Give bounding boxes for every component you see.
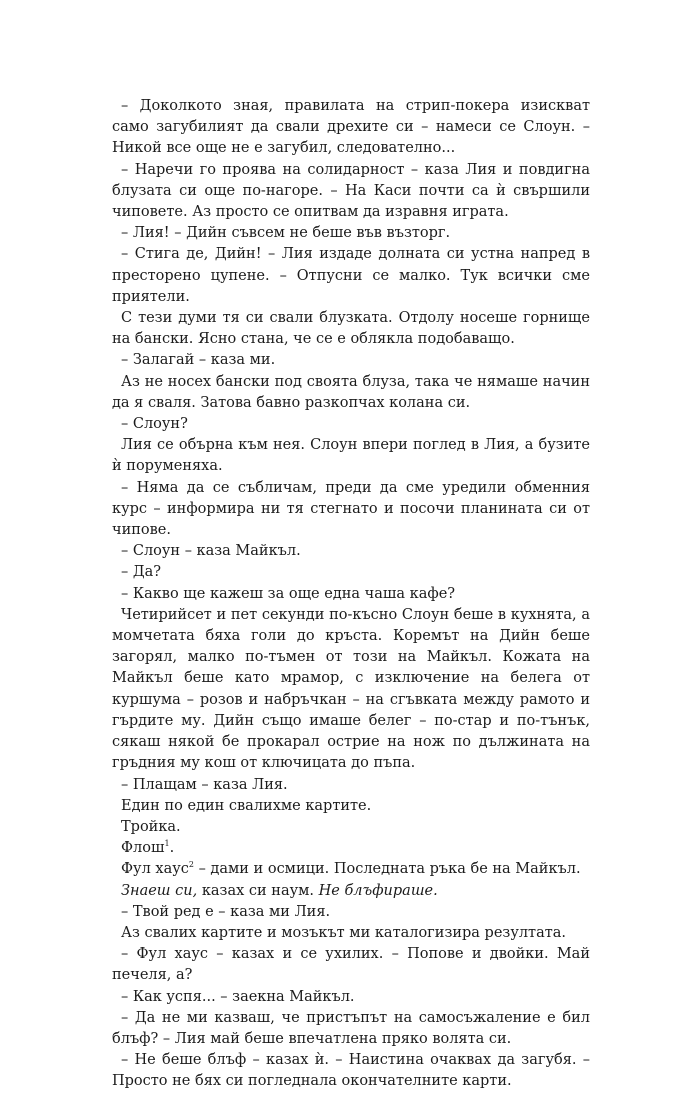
flush-text: Флош: [121, 840, 165, 857]
paragraph: – Наречи го проява на солидарност – каза Лия и повдигна блузата си още по-нагоре. – На Каси почти са ѝ свършили чиповете. Аз просто се опитвам да изравня играта.: [112, 161, 590, 221]
paragraph: – Слоун – каза Майкъл.: [121, 543, 301, 560]
paragraph-full-house: [112, 859, 590, 880]
paragraph: С тези думи тя си свали блузката. Отдолу носеше горнище на бански. Ясно стана, че се е облякла подобаващо.: [112, 310, 590, 348]
paragraph: Лия се обърна към нея. Слоун впери поглед в Лия, а бузите ѝ поруменяха.: [112, 437, 590, 475]
thought-italic-1: Знаеш си,: [121, 882, 198, 899]
paragraph: Тройка.: [121, 818, 181, 835]
paragraph: – Лия! – Дийн съвсем не беше във възторг.: [121, 225, 451, 242]
paragraph: – Не беше блъф – казах ѝ. – Наистина очаквах да загубя. – Просто не бях си погледнала окончателните карти.: [112, 1052, 590, 1090]
paragraph: – Да не ми казваш, че пристъпът на самосъжаление е бил блъф? – Лия май беше впечатлена пряко волята си.: [112, 1009, 590, 1047]
paragraph: – Слоун?: [121, 416, 188, 433]
paragraph: – Стига де, Дийн! – Лия издаде долната си устна напред в престорено цупене. – Отпусни се малко. Тук всички сме приятели.: [112, 246, 590, 305]
thought-italic-2: Не блъфираше.: [318, 882, 438, 899]
paragraph: – Твой ред е – каза ми Лия.: [121, 903, 331, 920]
paragraph: – Какво ще кажеш за още една чаша кафе?: [121, 585, 456, 602]
paragraph: – Плащам – каза Лия.: [121, 776, 288, 793]
paragraph: – Доколкото зная, правилата на стрип-покера изискват само загубилият да свали дрехите си – намеси се Слоун. – Никой все още не е загубил, следователно...: [112, 98, 590, 157]
paragraph: Аз свалих картите и мозъкът ми каталогизира резултата.: [121, 924, 567, 941]
book-page-text: [112, 96, 590, 1093]
paragraph: – Как успя... – заекна Майкъл.: [121, 988, 355, 1005]
paragraph: Аз не носех бански под своята блуза, така че нямаше начин да я сваля. Затова бавно разкопчах колана си.: [112, 373, 590, 411]
full-house-text: Фул хаус: [121, 861, 189, 878]
paragraph: Един по един свалихме картите.: [121, 797, 372, 814]
footnote-marker: 1: [164, 839, 170, 849]
full-house-rest: – дами и осмици. Последната ръка бе на Майкъл.: [193, 861, 581, 878]
paragraph: – Фул хаус – казах и се ухилих. – Попове и двойки. Май печеля, а?: [112, 946, 590, 984]
paragraph: Четирийсет и пет секунди по-късно Слоун беше в кухнята, а момчетата бяха голи до кръста. Коремът на Дийн беше загорял, малко по-тъмен от този на Майкъл. Кожата на Майкъл беше като мрамор, с изключение на белега от куршума – розов и набръчкан – на сгъвката между рамото и гърдите му. Дийн също имаше белег – по-стар и по-тънък, сякаш някой бе прокарал острие на нож по дължината на гръдния му кош от ключицата до пъпа.: [112, 606, 590, 772]
paragraph: – Залагай – каза ми.: [121, 352, 276, 369]
paragraph-flush: Флош$^1$.: [121, 839, 175, 857]
paragraph-thought: [112, 881, 590, 902]
footnote-marker: 2: [188, 860, 194, 870]
paragraph: – Да?: [121, 564, 162, 581]
paragraph: – Няма да се събличам, преди да сме уредили обменния курс – информира ни тя стегнато и посочи планината си от чипове.: [112, 479, 590, 539]
thought-middle: казах си наум.: [197, 882, 319, 899]
